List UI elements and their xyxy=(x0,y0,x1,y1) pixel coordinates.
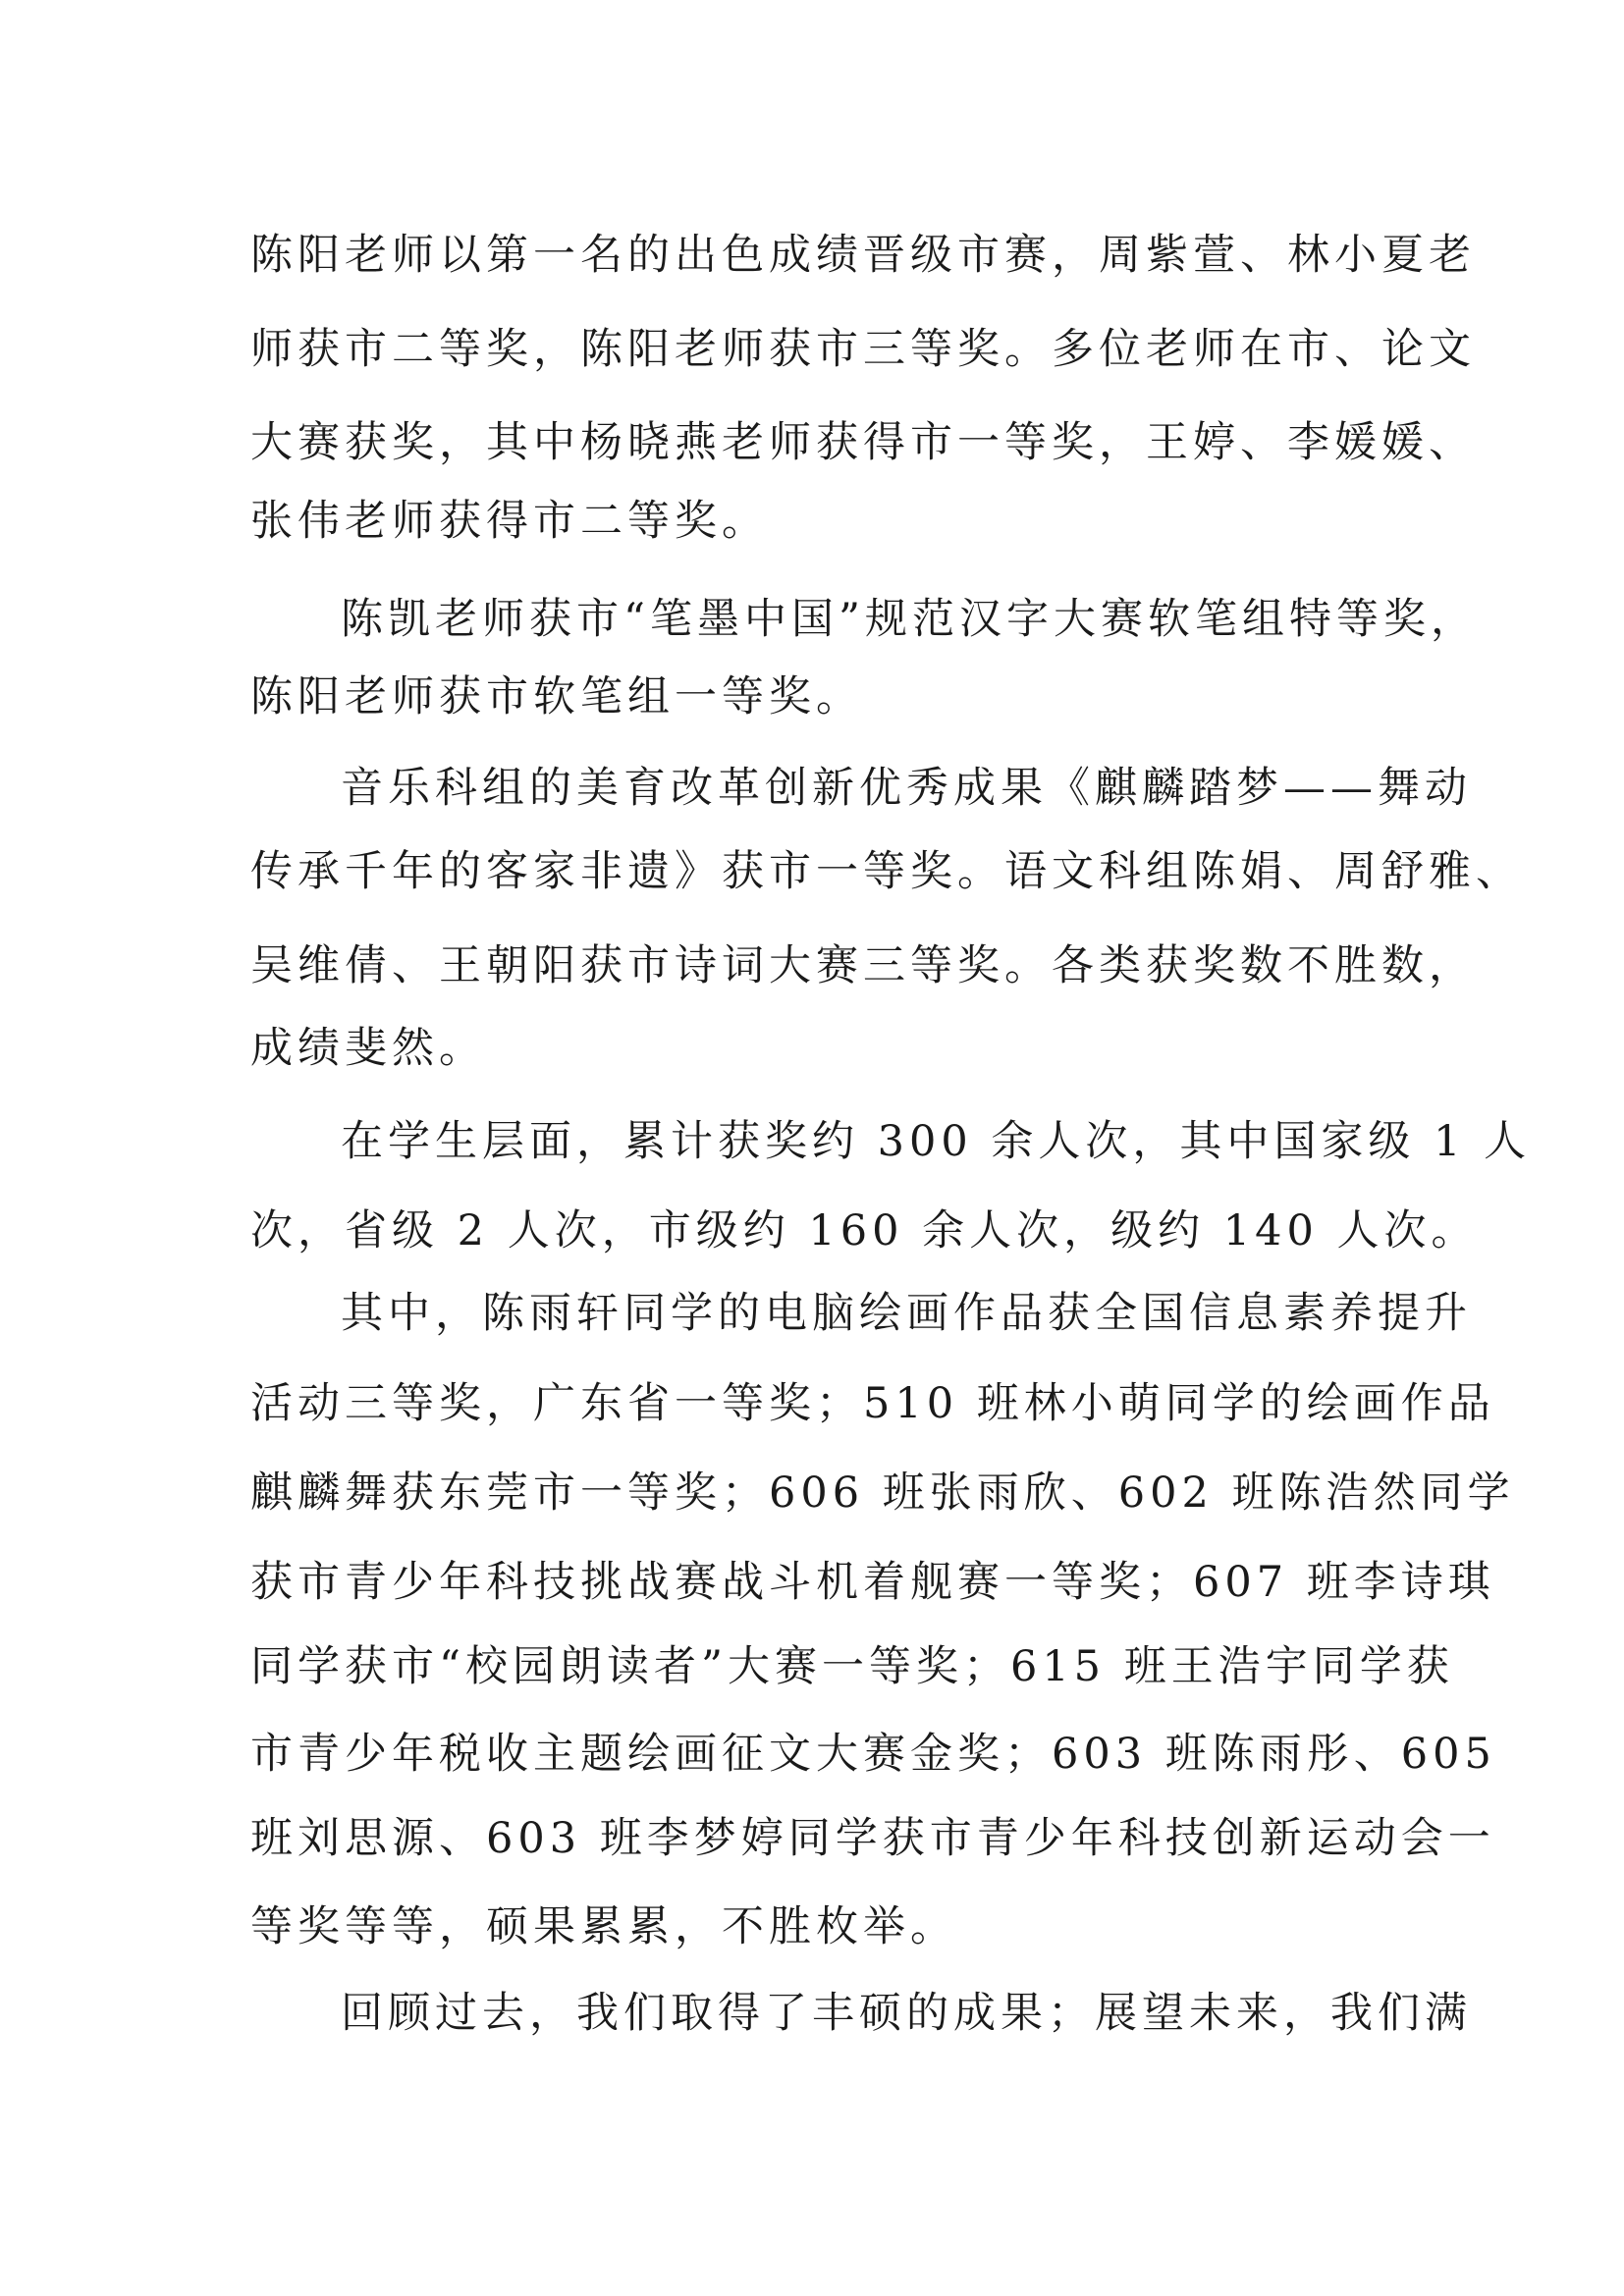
text-line: 麒麟舞获东莞市一等奖；606 班张雨欣、602 班陈浩然同学 xyxy=(250,1468,1515,1518)
text-line: 大赛获奖，其中杨晓燕老师获得市一等奖，王婷、李媛媛、 xyxy=(250,418,1476,467)
text-line: 班刘思源、603 班李梦婷同学获市青少年科技创新运动会一 xyxy=(250,1814,1495,1863)
text-line: 等奖等等，硕果累累，不胜枚举。 xyxy=(250,1902,957,1951)
text-line: 获市青少年科技挑战赛战斗机着舰赛一等奖；607 班李诗琪 xyxy=(250,1558,1495,1607)
text-line: 同学获市“校园朗读者”大赛一等奖；615 班王浩宇同学获 xyxy=(250,1642,1454,1691)
text-line: 张伟老师获得市二等奖。 xyxy=(250,497,769,546)
text-line: 师获市二等奖，陈阳老师获市三等奖。多位老师在市、论文 xyxy=(250,325,1476,374)
text-line: 市青少年税收主题绘画征文大赛金奖；603 班陈雨彤、605 xyxy=(250,1730,1496,1779)
text-line: 在学生层面，累计获奖约 300 余人次，其中国家级 1 人 xyxy=(341,1117,1532,1166)
text-line: 陈凯老师获市“笔墨中国”规范汉字大赛软笔组特等奖， xyxy=(341,595,1478,644)
text-line: 陈阳老师以第一名的出色成绩晋级市赛，周紫萱、林小夏老 xyxy=(250,231,1476,280)
text-line: 陈阳老师获市软笔组一等奖。 xyxy=(250,672,863,721)
text-line: 其中，陈雨轩同学的电脑绘画作品获全国信息素养提升 xyxy=(341,1289,1472,1338)
text-line: 传承千年的客家非遗》获市一等奖。语文科组陈娟、周舒雅、 xyxy=(250,847,1523,896)
text-line: 成绩斐然。 xyxy=(250,1024,486,1073)
text-line: 次，省级 2 人次，市级约 160 余人次，级约 140 人次。 xyxy=(250,1206,1479,1255)
text-line: 吴维倩、王朝阳获市诗词大赛三等奖。各类获奖数不胜数， xyxy=(250,941,1476,990)
text-line: 回顾过去，我们取得了丰硕的成果；展望未来，我们满 xyxy=(341,1989,1472,2038)
text-line: 活动三等奖，广东省一等奖；510 班林小萌同学的绘画作品 xyxy=(250,1379,1495,1428)
text-line: 音乐科组的美育改革创新优秀成果《麒麟踏梦——舞动 xyxy=(341,764,1472,813)
